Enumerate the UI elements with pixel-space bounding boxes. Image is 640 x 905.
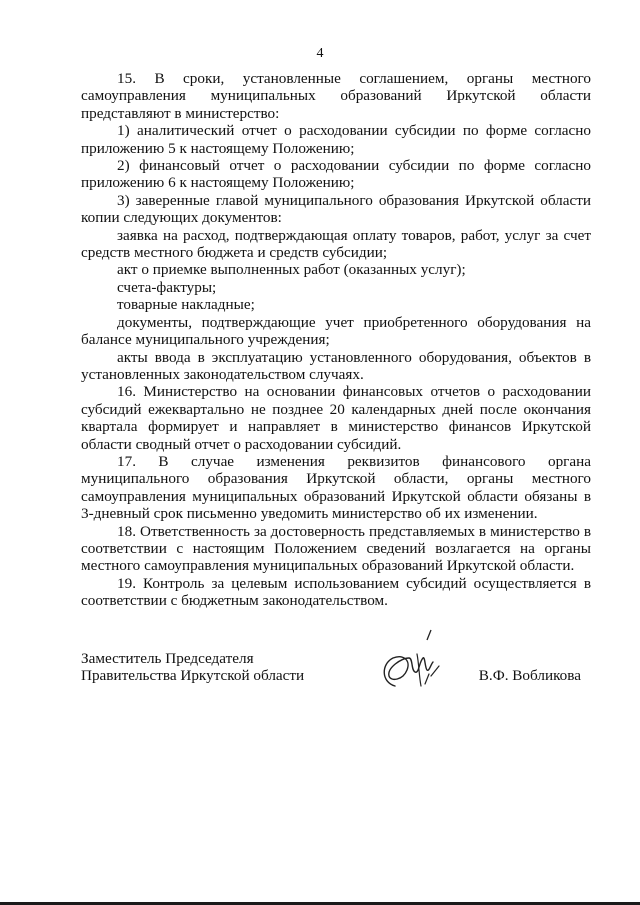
signatory-title xyxy=(81,650,304,685)
document-list-item-commissioning-acts: акты ввода в эксплуатацию установленного оборудования, объектов в установленных законодательством случаях. xyxy=(81,348,591,383)
document-list-item-waybills: товарные накладные; xyxy=(117,296,255,314)
signatory-title-line-2: Правительства Иркутской области xyxy=(81,667,305,685)
page-number: 4 xyxy=(316,46,324,61)
paragraph-15-item-3: 3) заверенные главой муниципального образования Иркутской области копии следующих документов: xyxy=(81,191,591,227)
signatory-title-line-1: Заместитель Председателя xyxy=(81,650,254,667)
paragraph-19: 19. Контроль за целевым использованием субсидий осуществляется в соответствии с бюджетным законодательством. xyxy=(81,574,591,610)
paragraph-15-item-2: 2) финансовый отчет о расходовании субсидии по форме согласно приложению 6 к настоящему Положению; xyxy=(81,157,591,192)
document-body xyxy=(81,70,591,610)
signature-block xyxy=(81,650,591,710)
paragraph-15-item-1: 1) аналитический отчет о расходовании субсидии по форме согласно приложению 5 к настоящему Положению; xyxy=(81,122,591,157)
paragraph-15: 15. В сроки, установленные соглашением, органы местного самоуправления муниципальных образований Иркутской области представляют в министерство: xyxy=(81,70,591,122)
document-list-item-invoices: счета-фактуры; xyxy=(117,278,217,296)
paragraph-16: 16. Министерство на основании финансовых отчетов о расходовании субсидий ежеквартально не позднее 20 календарных дней после окончания квартала формирует и направляет в министерство финансов Иркутской области сводный отчет о расходовании субсидий. xyxy=(81,383,591,453)
paragraph-17: 17. В случае изменения реквизитов финансового органа муниципального образования Иркутской области, органы местного самоуправления муниципальных образований Иркутской области обязаны в 3-дневный срок письменно уведомить министерство об их изменении. xyxy=(81,452,591,523)
signatory-name: В.Ф. Вобликова xyxy=(478,667,581,684)
paragraph-18: 18. Ответственность за достоверность представляемых в министерство в соответствии с настоящим Положением сведений возлагается на органы местного самоуправления муниципальных образований Иркутской области. xyxy=(81,522,591,575)
handwritten-signature xyxy=(373,624,453,704)
document-list-item-equipment-records: документы, подтверждающие учет приобретенного оборудования на балансе муниципального учреждения; xyxy=(81,313,591,349)
document-list-item-expense-request: заявка на расход, подтверждающая оплату товаров, работ, услуг за счет средств местного бюджета и средств субсидии; xyxy=(81,226,591,262)
document-list-item-acceptance-act: акт о приемке выполненных работ (оказанных услуг); xyxy=(117,261,466,279)
